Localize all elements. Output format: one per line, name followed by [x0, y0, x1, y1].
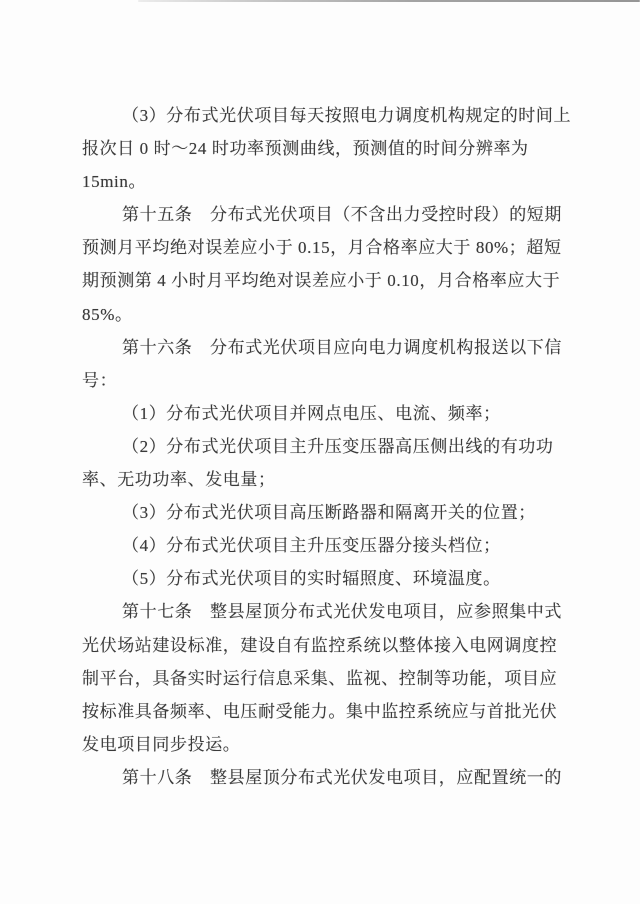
text-line: （5）分布式光伏项目的实时辐照度、环境温度。 — [122, 569, 501, 589]
text-line: 制平台，具备实时运行信息采集、监视、控制等功能，项目应 — [82, 668, 558, 688]
text-line: （4）分布式光伏项目主升压变压器分接头档位； — [122, 536, 501, 556]
text-line: 预测月平均绝对误差应小于 0.15，月合格率应大于 80%；超短 — [82, 238, 562, 258]
text-line: 第十七条 整县屋顶分布式光伏发电项目，应参照集中式 — [122, 602, 562, 622]
text-line: 发电项目同步投运。 — [82, 734, 241, 754]
document-body — [82, 99, 572, 794]
text-line: 第十八条 整县屋顶分布式光伏发电项目，应配置统一的 — [122, 767, 562, 787]
text-line: 第十六条 分布式光伏项目应向电力调度机构报送以下信 — [122, 337, 562, 357]
text-line: （2）分布式光伏项目主升压变压器高压侧出线的有功功 — [122, 436, 554, 456]
text-line: 率、无功功率、发电量； — [82, 470, 276, 490]
text-line: 15min。 — [82, 172, 147, 192]
text-line: 报次日 0 时～24 时功率预测曲线，预测值的时间分辨率为 — [82, 139, 529, 159]
text-line: 85%。 — [82, 304, 133, 324]
text-line: 光伏场站建设标准，建设自有监控系统以整体接入电网调度控 — [82, 635, 558, 655]
scan-edge-artifact — [138, 0, 640, 2]
text-line: （3）分布式光伏项目每天按照电力调度机构规定的时间上 — [122, 106, 572, 125]
text-line: （3）分布式光伏项目高压断路器和隔离开关的位置； — [122, 503, 536, 523]
text-line: 第十五条 分布式光伏项目（不含出力受控时段）的短期 — [122, 205, 562, 225]
text-line: （1）分布式光伏项目并网点电压、电流、频率； — [122, 403, 501, 423]
text-line: 号： — [82, 370, 118, 390]
text-line: 按标准具备频率、电压耐受能力。集中监控系统应与首批光伏 — [82, 701, 558, 721]
text-line: 期预测第 4 小时月平均绝对误差应小于 0.10，月合格率应大于 — [82, 271, 561, 291]
